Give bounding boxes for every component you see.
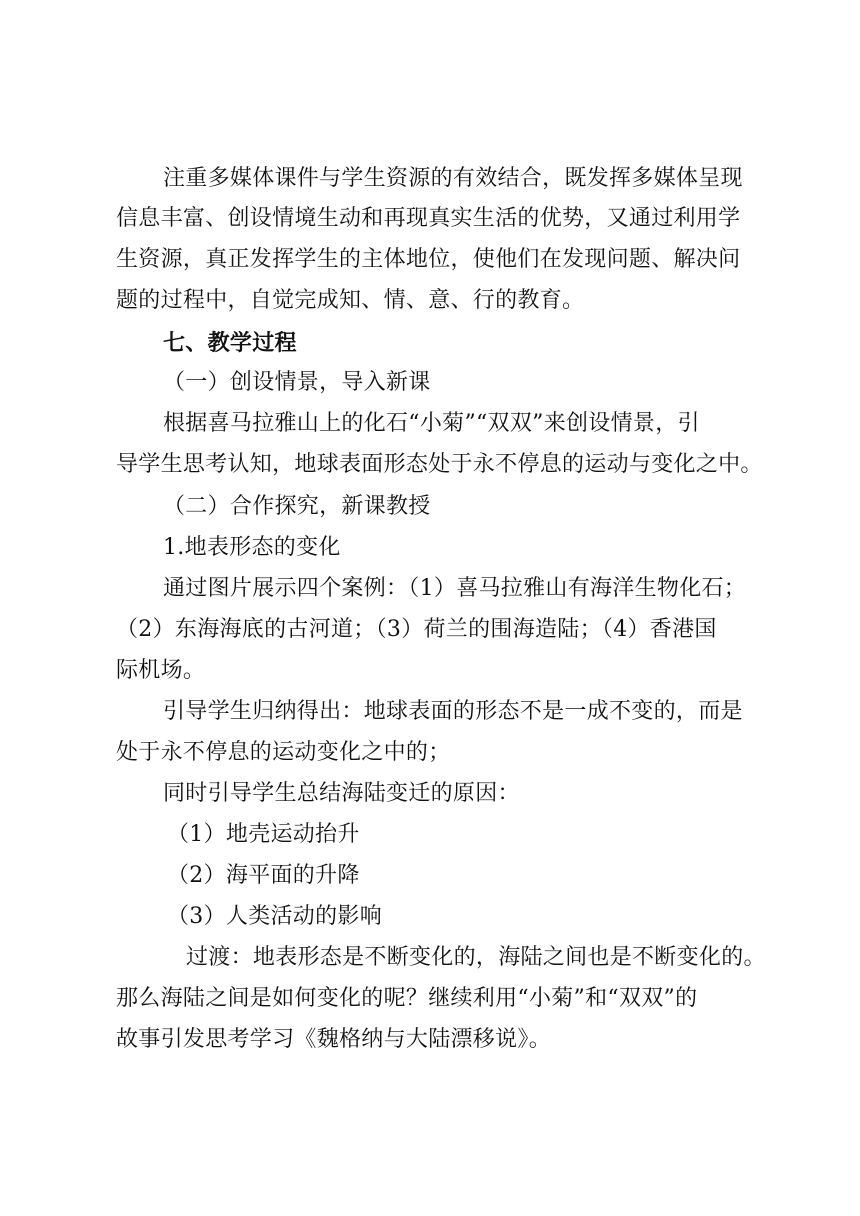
intro-line-3: 生资源，真正发挥学生的主体地位，使他们在发现问题、解决问	[116, 247, 741, 272]
item-heading-1: 1.地表形态的变化	[163, 535, 341, 560]
reason-item: （2）海平面的升降	[167, 863, 360, 888]
sub1-line-2: 导学生思考认知，地球表面形态处于永不停息的运动与变化之中。	[116, 452, 763, 477]
intro-line-4: 题的过程中，自觉完成知、情、意、行的教育。	[116, 288, 585, 313]
conclusion-line-2: 处于永不停息的运动变化之中的；	[116, 740, 451, 765]
reasons-intro: 同时引导学生总结海陆变迁的原因：	[163, 781, 520, 806]
section-heading-teaching-process: 七、教学过程	[163, 330, 297, 356]
subsection-heading-2: （二）合作探究，新课教授	[163, 494, 431, 519]
reason-item: （1）地壳运动抬升	[167, 822, 360, 847]
intro-line-1: 注重多媒体课件与学生资源的有效结合，既发挥多媒体呈现	[163, 166, 743, 191]
subsection-heading-1: （一）创设情景，导入新课	[163, 370, 431, 395]
intro-line-2: 信息丰富、创设情境生动和再现真实生活的优势，又通过利用学	[116, 206, 741, 231]
transition-line-2: 那么海陆之间是如何变化的呢？继续利用“小菊”和“双双”的	[116, 986, 698, 1011]
cases-line-3: 际机场。	[116, 658, 206, 683]
transition-line-1: 过渡：地表形态是不断变化的，海陆之间也是不断变化的。	[186, 945, 766, 970]
sub1-line-1: 根据喜马拉雅山上的化石“小菊”“双双”来创设情景，引	[163, 411, 700, 436]
cases-line-2: （2）东海海底的古河道；（3）荷兰的围海造陆；（4）香港国	[116, 617, 717, 642]
conclusion-line-1: 引导学生归纳得出：地球表面的形态不是一成不变的，而是	[163, 699, 743, 724]
reason-item: （3）人类活动的影响	[167, 904, 382, 929]
cases-line-1: 通过图片展示四个案例：（1）喜马拉雅山有海洋生物化石；	[163, 576, 747, 601]
transition-line-3: 故事引发思考学习《魏格纳与大陆漂移说》。	[116, 1027, 552, 1052]
